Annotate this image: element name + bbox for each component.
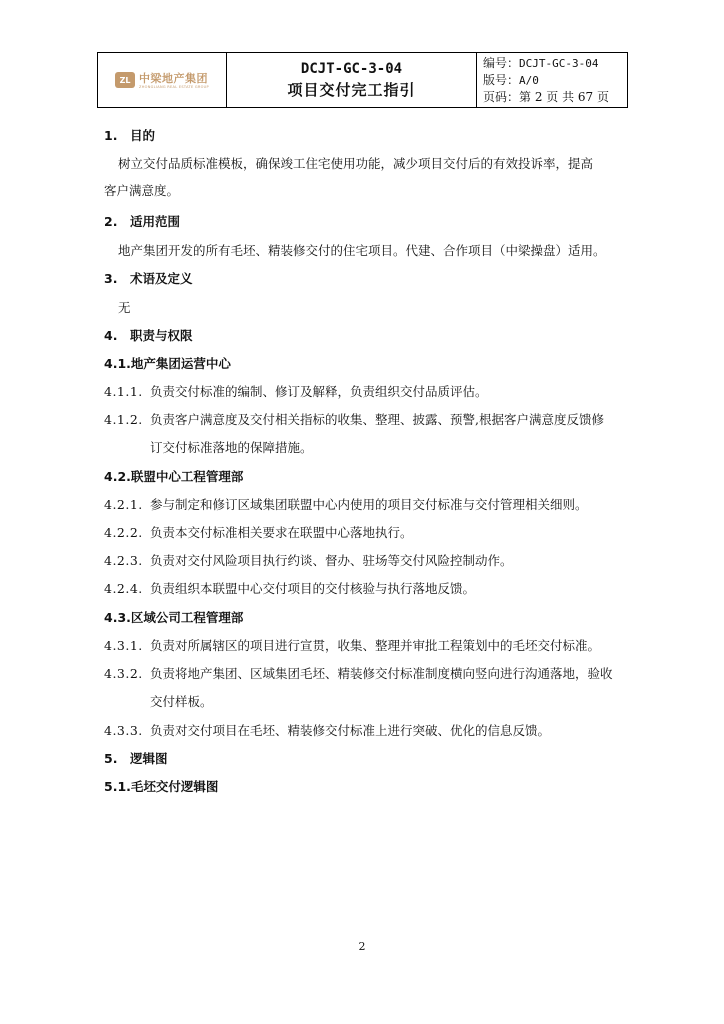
section-heading: 5. 逻辑图 (104, 751, 168, 766)
logo-subtext: ZHONGLIANG REAL ESTATE GROUP (139, 84, 209, 89)
list-item: 4.2.3. 负责对交付风险项目执行约谈、督办、驻场等交付风险控制动作。 (104, 553, 513, 568)
paragraph: 地产集团开发的所有毛坯、精装修交付的住宅项目。代建、合作项目（中梁操盘）适用。 (118, 243, 606, 258)
subsection-heading: 5.1.毛坯交付逻辑图 (104, 779, 219, 794)
doc-title: 项目交付完工指引 (287, 80, 416, 99)
section-heading: 3. 术语及定义 (104, 271, 193, 286)
doc-number-row: 编号：DCJT-GC-3-04 (483, 56, 599, 70)
section-heading: 4. 职责与权限 (104, 328, 193, 343)
list-item-continuation: 交付样板。 (150, 694, 213, 709)
section-heading: 2. 适用范围 (104, 214, 181, 229)
logo-text: 中梁地产集团 (139, 71, 209, 85)
logo-mark-icon: ZL (115, 72, 135, 88)
page-number: 2 (358, 940, 366, 953)
list-item: 4.2.2. 负责本交付标准相关要求在联盟中心落地执行。 (104, 525, 413, 540)
subsection-heading: 4.1.地产集团运营中心 (104, 356, 231, 371)
subsection-heading: 4.2.联盟中心工程管理部 (104, 469, 244, 484)
subsection-heading: 4.3.区域公司工程管理部 (104, 610, 244, 625)
section-heading: 1. 目的 (104, 128, 156, 143)
list-item: 4.1.1. 负责交付标准的编制、修订及解释，负责组织交付品质评估。 (104, 384, 488, 399)
list-item-continuation: 订交付标准落地的保障措施。 (150, 440, 313, 455)
paragraph: 客户满意度。 (104, 183, 180, 198)
doc-code: DCJT-GC-3-04 (300, 60, 403, 77)
list-item: 4.1.2. 负责客户满意度及交付相关指标的收集、整理、披露、预警,根据客户满意度反馈修 (104, 412, 604, 427)
list-item: 4.3.3. 负责对交付项目在毛坯、精装修交付标准上进行突破、优化的信息反馈。 (104, 723, 551, 738)
list-item: 4.3.1. 负责对所属辖区的项目进行宣贯，收集、整理并审批工程策划中的毛坯交付标准。 (104, 638, 601, 653)
paragraph: 无 (118, 300, 131, 315)
doc-page-row: 页码：第 2 页 共 67 页 (483, 90, 609, 104)
list-item: 4.2.4. 负责组织本联盟中心交付项目的交付核验与执行落地反馈。 (104, 581, 476, 596)
paragraph: 树立交付品质标准模板，确保竣工住宅使用功能，减少项目交付后的有效投诉率，提高 (118, 156, 594, 171)
list-item: 4.2.1. 参与制定和修订区域集团联盟中心内使用的项目交付标准与交付管理相关细则。 (104, 497, 588, 512)
doc-version-row: 版号：A/0 (483, 73, 539, 87)
list-item: 4.3.2. 负责将地产集团、区域集团毛坯、精装修交付标准制度横向竖向进行沟通落地，验收 (104, 666, 613, 681)
